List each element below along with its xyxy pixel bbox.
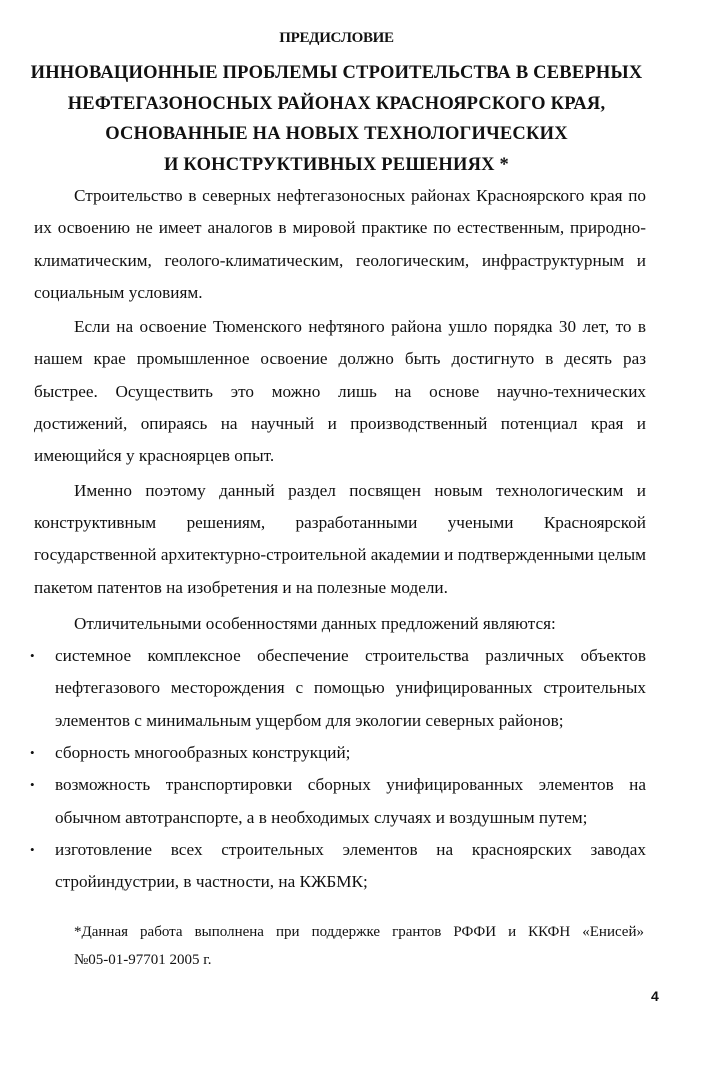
list-item-text: сборность многообразных конструкций; xyxy=(55,743,351,763)
title-line: ИННОВАЦИОННЫЕ ПРОБЛЕМЫ СТРОИТЕЛЬСТВА В СЕВЕРНЫХ xyxy=(30,63,643,83)
list-item-text: возможность транспортировки сборных унифицированных элементов на обычном автотранспорте, а в необходимых случаях и воздушным путем; xyxy=(55,775,646,827)
title-line: НЕФТЕГАЗОНОСНЫХ РАЙОНАХ КРАСНОЯРСКОГО КРАЯ, xyxy=(67,93,606,114)
list-item-text: системное комплексное обеспечение строительства различных объектов нефтегазового месторождения с помощью унифицированных строительных элементов с минимальным ущербом для экологии северных районов; xyxy=(55,646,646,730)
list-item xyxy=(30,834,646,899)
page-number: 4 xyxy=(651,988,659,1004)
title-line: И КОНСТРУКТИВНЫХ РЕШЕНИЯХ * xyxy=(164,154,509,175)
paragraph: Строительство в северных нефтегазоносных районах Красноярского края по их освоению не имеет аналогов в мировой практике по естественным, природно-климатическим, геолого-климатическим, геологическим, инфраструктурным и социальным условиям. xyxy=(34,186,646,302)
list-intro: Отличительными особенностями данных предложений являются: xyxy=(74,613,556,633)
features-list xyxy=(30,640,646,898)
paragraph: Именно поэтому данный раздел посвящен новым технологическим и конструктивным решениям, разработанными учеными Красноярской государственной архитектурно-строительной академии и подтвержденными целым пакетом патентов на изобретения и на полезные модели. xyxy=(34,480,646,597)
list-item-text: изготовление всех строительных элементов на красноярских заводах стройиндустрии, в частности, на КЖБМК; xyxy=(55,839,646,892)
footnote xyxy=(74,918,644,974)
title-line: ОСНОВАННЫЕ НА НОВЫХ ТЕХНОЛОГИЧЕСКИХ xyxy=(105,124,568,144)
chapter-title xyxy=(20,58,653,180)
body-text xyxy=(30,180,646,899)
list-item xyxy=(30,737,646,769)
bullet-icon: • xyxy=(30,777,35,793)
bullet-icon: • xyxy=(30,648,35,664)
preface-heading: ПРЕДИСЛОВИЕ xyxy=(279,30,394,46)
bullet-icon: • xyxy=(30,745,35,761)
footnote-grant-number: №05-01-97701 2005 г. xyxy=(74,952,212,968)
paragraph: Если на освоение Тюменского нефтяного района ушло порядка 30 лет, то в нашем крае промышленное освоение должно быть достигнуто в десять раз быстрее. Осуществить это можно лишь на основе научно-технических достижений, опираясь на научный и производственный потенциал края и имеющийся у красноярцев опыт. xyxy=(34,317,646,466)
footnote-text: *Данная работа выполнена при поддержке грантов РФФИ и ККФН «Енисей» xyxy=(74,924,644,940)
list-item xyxy=(30,769,646,834)
bullet-icon: • xyxy=(30,841,35,857)
list-item xyxy=(30,640,646,737)
